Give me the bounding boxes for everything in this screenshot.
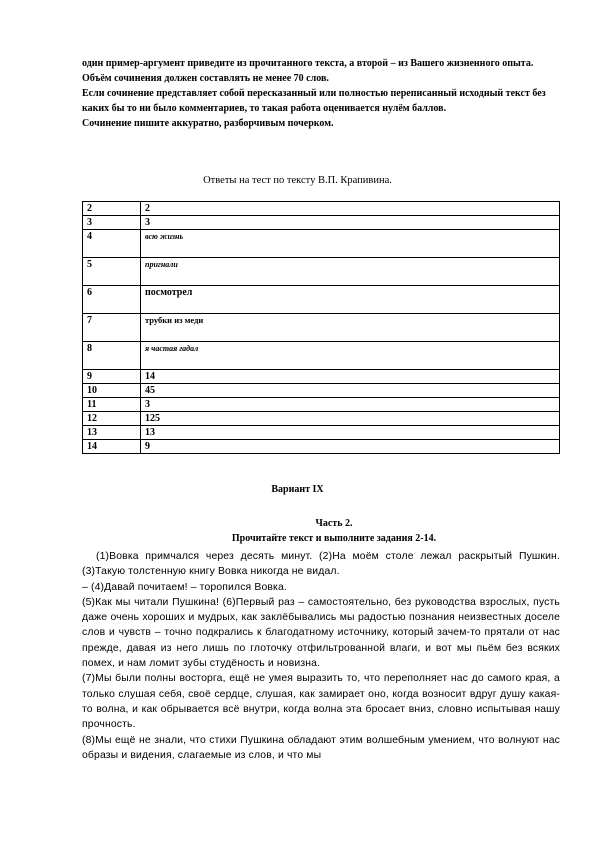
handwritten-answer: трубки из меди (145, 315, 204, 325)
answer-value: 14 (141, 370, 560, 384)
story-paragraph: (8)Мы ещё не знали, что стихи Пушкина обладают этим волшебным умением, что волнуют нас образы и видения, слагаемые из слов, и что мы (82, 734, 560, 761)
instruction-line: Сочинение пишите аккуратно, разборчивым почерком. (82, 118, 334, 129)
table-row (83, 202, 560, 216)
table-row (83, 286, 560, 314)
answer-number: 9 (83, 370, 141, 384)
table-row (83, 412, 560, 426)
instruction-line: один пример-аргумент приведите из прочитанного текста, а второй – из Вашего жизненного опыта. (82, 58, 534, 69)
answer-value (141, 230, 560, 258)
instruction-line: Если сочинение представляет собой пересказанный или полностью переписанный исходный текст без каких бы то ни было комментариев, то такая работа оценивается нулём баллов. (82, 88, 546, 114)
answer-number: 13 (83, 426, 141, 440)
answer-value: 125 (141, 412, 560, 426)
answer-value: 9 (141, 440, 560, 454)
answer-number: 5 (83, 258, 141, 286)
answer-number: 6 (83, 286, 141, 314)
part-heading: Часть 2. (315, 518, 353, 529)
answer-number: 12 (83, 412, 141, 426)
table-row (83, 230, 560, 258)
answer-value (141, 342, 560, 370)
story-paragraph: – (4)Давай почитаем! – торопился Вовка. (82, 581, 287, 593)
answer-number: 4 (83, 230, 141, 258)
answer-number: 7 (83, 314, 141, 342)
table-row (83, 398, 560, 412)
answer-number: 11 (83, 398, 141, 412)
answer-value: 3 (141, 216, 560, 230)
story-paragraph: (7)Мы были полны восторга, ещё не умея выразить то, что переполняет нас до самого края, а только слушая себя, своё сердце, слушая, как замирает оно, когда возносит вдруг душу какая-то волна, и как обрывается всё внутри, когда волна эта бросает вниз, словно испытывая нашу прочность. (82, 673, 560, 731)
handwritten-answer: всю жизнь (145, 232, 184, 241)
answer-number: 3 (83, 216, 141, 230)
table-row (83, 216, 560, 230)
table-row (83, 314, 560, 342)
task-instruction: Прочитайте текст и выполните задания 2-14. (231, 533, 437, 544)
answer-value: 3 (141, 398, 560, 412)
answer-number: 10 (83, 384, 141, 398)
handwritten-answer: я частая гадал (145, 344, 199, 353)
answers-title: Ответы на тест по тексту В.П. Крапивина. (203, 175, 392, 186)
answer-value: 2 (141, 202, 560, 216)
story-paragraph: (1)Вовка примчался через десять минут. (2)На моём столе лежал раскрытый Пушкин. (3)Такую толстенную книгу Вовка никогда не видал. (82, 551, 560, 578)
table-row (83, 426, 560, 440)
story-text (82, 549, 560, 763)
essay-instructions (82, 56, 560, 131)
answer-value: посмотрел (141, 286, 560, 314)
handwritten-answer: пригнали (145, 260, 178, 269)
answer-number: 14 (83, 440, 141, 454)
instruction-line: Объём сочинения должен составлять не менее 70 слов. (82, 73, 329, 84)
table-row (83, 440, 560, 454)
answer-number: 2 (83, 202, 141, 216)
table-row (83, 342, 560, 370)
story-paragraph: (5)Как мы читали Пушкина! (6)Первый раз – самостоятельно, без руководства взрослых, пусть даже очень хороших и мудрых, как заклёбывались мы радостью познания неизвестных доселе слов и чувств – точно подкрались к благодатному источнику, который зачем-то прятали от нас прежде, давая из него лишь по глоточку отфильтрованной влаги, и вот мы пьём без всяких помех, и нам ломит зубы студёность и новизна. (82, 596, 560, 670)
answer-number: 8 (83, 342, 141, 370)
answers-table (82, 201, 560, 454)
answer-value: 13 (141, 426, 560, 440)
variant-heading: Вариант IX (271, 484, 324, 495)
table-row (83, 384, 560, 398)
table-row (83, 258, 560, 286)
answer-value: 45 (141, 384, 560, 398)
answer-value (141, 314, 560, 342)
table-row (83, 370, 560, 384)
answer-value (141, 258, 560, 286)
